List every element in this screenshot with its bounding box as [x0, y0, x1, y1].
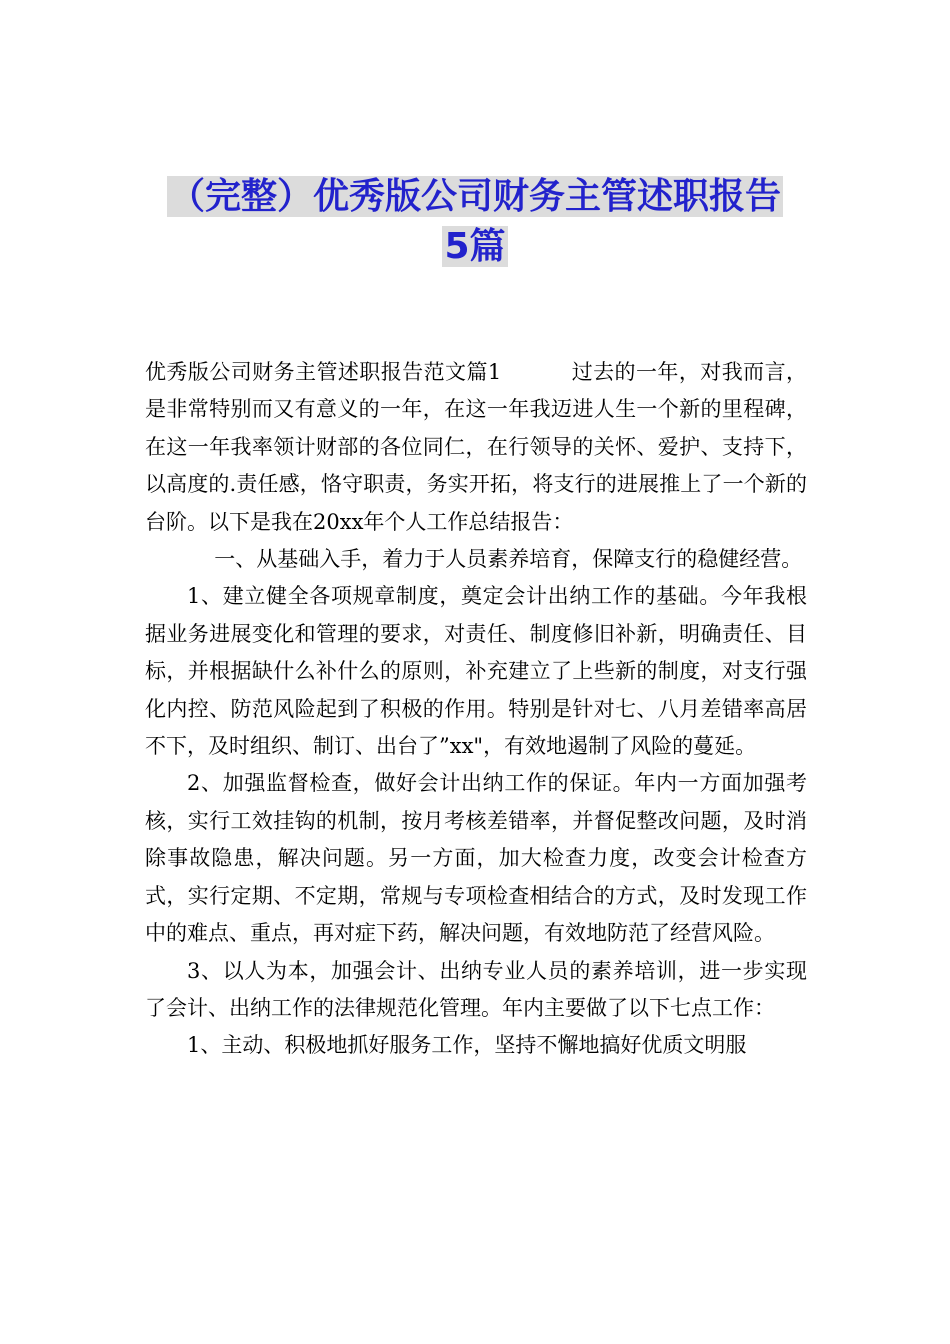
- document-title: [140, 172, 810, 272]
- item-1-paragraph: 1、建立健全各项规章制度，奠定会计出纳工作的基础。今年我根据业务进展变化和管理的要求，对责任、制度修旧补新，明确责任、目标，并根据缺什么补什么的原则，补充建立了上些新的制度，对支行强化内控、防范风险起到了积极的作用。特别是针对七、八月差错率高居不下，及时组织、制订、出台了”xx"，有效地遏制了风险的蔓延。: [145, 584, 807, 759]
- intro-text: 过去的一年，对我而言，是非常特别而又有意义的一年，在这一年我迈进人生一个新的里程碑，在这一年我率领计财部的各位同仁，在行领导的关怀、爱护、支持下，以高度的.责任感，恪守职责，务实开拓，将支行的进展推上了一个新的台阶。以下是我在20xx年个人工作总结报告：: [145, 360, 808, 534]
- section-1-heading: 一、从基础入手，着力于人员素养培育，保障支行的稳健经营。: [214, 547, 803, 572]
- item-2-paragraph: 2、加强监督检查，做好会计出纳工作的保证。年内一方面加强考核，实行工效挂钩的机制，按月考核差错率，并督促整改问题，及时消除事故隐患，解决问题。另一方面，加大检查力度，改变会计检查方式，实行定期、不定期，常规与专项检查相结合的方式，及时发现工作中的难点、重点，再对症下药，解决问题，有效地防范了经营风险。: [145, 771, 807, 946]
- intro-heading: 优秀版公司财务主管述职报告范文篇1: [145, 360, 502, 384]
- title-line-1: （完整）优秀版公司财务主管述职报告: [168, 176, 781, 217]
- title-line-2: 5篇: [444, 226, 506, 267]
- intro-paragraph: [145, 354, 807, 541]
- item-3-1-paragraph: 1、主动、积极地抓好服务工作，坚持不懈地搞好优质文明服: [187, 1033, 747, 1058]
- item-3-paragraph: 3、以人为本，加强会计、出纳专业人员的素养培训，进一步实现了会计、出纳工作的法律规范化管理。年内主要做了以下七点工作：: [145, 958, 807, 1020]
- document-body: [145, 354, 807, 1065]
